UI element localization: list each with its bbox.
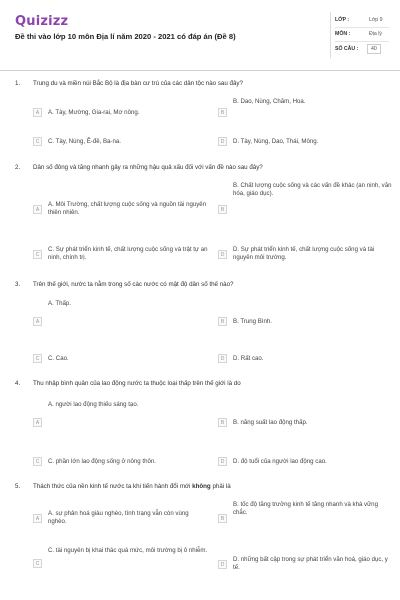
question-text-emphasis: không [192, 483, 211, 490]
header-divider [0, 70, 400, 71]
question-number: 4. [15, 380, 21, 387]
option-b-box[interactable]: B [218, 108, 227, 117]
option-b-text: B. Trung Bình. [233, 318, 272, 325]
option-d-text: D. những bất cập trong sự phát triển văn hoá, giáo dục, y tế. [233, 556, 388, 571]
meta-grade-value: Lớp 9 [369, 17, 383, 23]
option-a-text: A. sự phân hoá giàu nghèo, tình trạng vẫn còn vùng nghèo. [48, 510, 189, 525]
divider [335, 41, 389, 42]
option-d-box[interactable]: D [218, 354, 227, 363]
option-b-text: B. tốc độ tăng trưởng kinh tế tăng nhanh và khá vững chắc. [233, 501, 378, 516]
meta-subject-value: Địa lý [369, 31, 382, 37]
option-a-box[interactable]: A [33, 418, 42, 427]
option-d-text: D. độ tuổi của người lao động cao. [233, 458, 327, 465]
option-b-box[interactable]: B [218, 514, 227, 523]
option-a-box[interactable]: A [33, 205, 42, 214]
option-a-box[interactable]: A [33, 108, 42, 117]
meta-count-label: SỐ CÂU : [335, 46, 359, 52]
option-a-box[interactable]: A [33, 514, 42, 523]
option-c-text: C. Tày, Nùng, Ê-đê, Ba-na. [48, 138, 121, 145]
option-a-text: A. Tày, Mường, Gia-rai, Mơ nông. [48, 109, 140, 116]
question-number: 1. [15, 80, 21, 87]
question-text-part: Thách thức của nền kinh tế nước ta khi tiến hành đổi mới [33, 483, 193, 490]
option-b-text: B. Chất lượng cuộc sống và các vấn đề khác (an ninh, văn hóa, giáo dục). [233, 182, 392, 197]
option-d-box[interactable]: D [218, 137, 227, 146]
option-a-text: A. Môi Trường, chất lượng cuộc sống và nguồn tài nguyên thiên nhiên. [48, 201, 207, 216]
option-d-box[interactable]: D [218, 457, 227, 466]
option-d-box[interactable]: D [218, 250, 227, 259]
option-c-box[interactable]: C [33, 137, 42, 146]
option-d-text: D. Sự phát triển kinh tế, chất lượng cuộc sống và tài nguyên môi trường. [233, 246, 375, 261]
option-b-box[interactable]: B [218, 205, 227, 214]
option-c-box[interactable]: C [33, 354, 42, 363]
question-number: 5. [15, 483, 21, 490]
meta-grade-label: LỚP : [335, 17, 350, 23]
option-a-text: A. Thấp. [48, 300, 71, 307]
option-d-box[interactable]: D [218, 560, 227, 569]
option-d-text: D. Tày, Nùng, Dao, Thái, Mông. [233, 138, 319, 145]
option-c-text: C. phần lớn lao động sống ở nông thôn. [48, 458, 156, 465]
meta-count-value: 40 [367, 44, 381, 54]
question-text: Trên thế giới, nước ta nằm trong số các nước có mật độ dân số thế nào? [33, 281, 234, 288]
meta-count [335, 43, 391, 57]
question-number: 2. [15, 164, 21, 171]
option-b-text: B. năng suất lao động thấp. [233, 419, 308, 426]
meta-grade [335, 14, 391, 28]
quiz-meta [330, 12, 388, 58]
option-a-box[interactable]: A [33, 317, 42, 326]
question-text: Trung du và miền núi Bắc Bộ là địa bàn cư trú của các dân tộc nào sau đây? [33, 80, 243, 87]
meta-subject-label: MÔN : [335, 31, 351, 37]
question-text: Thu nhập bình quân của lao động nước ta thuộc loại thấp trên thế giới là do [33, 380, 241, 387]
option-a-text: A. người lao động thiếu sáng tạo. [48, 401, 139, 408]
option-c-box[interactable]: C [33, 250, 42, 259]
page-header [0, 0, 400, 70]
question-text [33, 483, 373, 491]
question-text-part: phải là [210, 483, 231, 490]
option-b-text: B. Dao, Nùng, Chăm, Hoa. [233, 98, 306, 105]
option-c-text: C. tài nguyên bị khai thác quá mức, môi trường bị ô nhiễm. [48, 547, 208, 554]
question-text: Dân số đông và tăng nhanh gây ra những hậu quả xấu đối với vấn đề nào sau đây? [33, 164, 263, 171]
option-c-box[interactable]: C [33, 457, 42, 466]
page-title: Đề thi vào lớp 10 môn Địa lí năm 2020 - 2021 có đáp án (Đề 8) [15, 32, 236, 41]
option-c-text: C. Sự phát triển kinh tế, chất lượng cuộc sống và trật tự an ninh, chính trị. [48, 246, 208, 261]
option-b-box[interactable]: B [218, 317, 227, 326]
option-c-box[interactable]: C [33, 559, 42, 568]
option-c-text: C. Cao. [48, 355, 69, 362]
option-b-box[interactable]: B [218, 418, 227, 427]
quizizz-logo: Quizizz [15, 14, 69, 29]
option-d-text: D. Rất cao. [233, 355, 264, 362]
meta-subject [335, 28, 391, 42]
question-number: 3. [15, 281, 21, 288]
